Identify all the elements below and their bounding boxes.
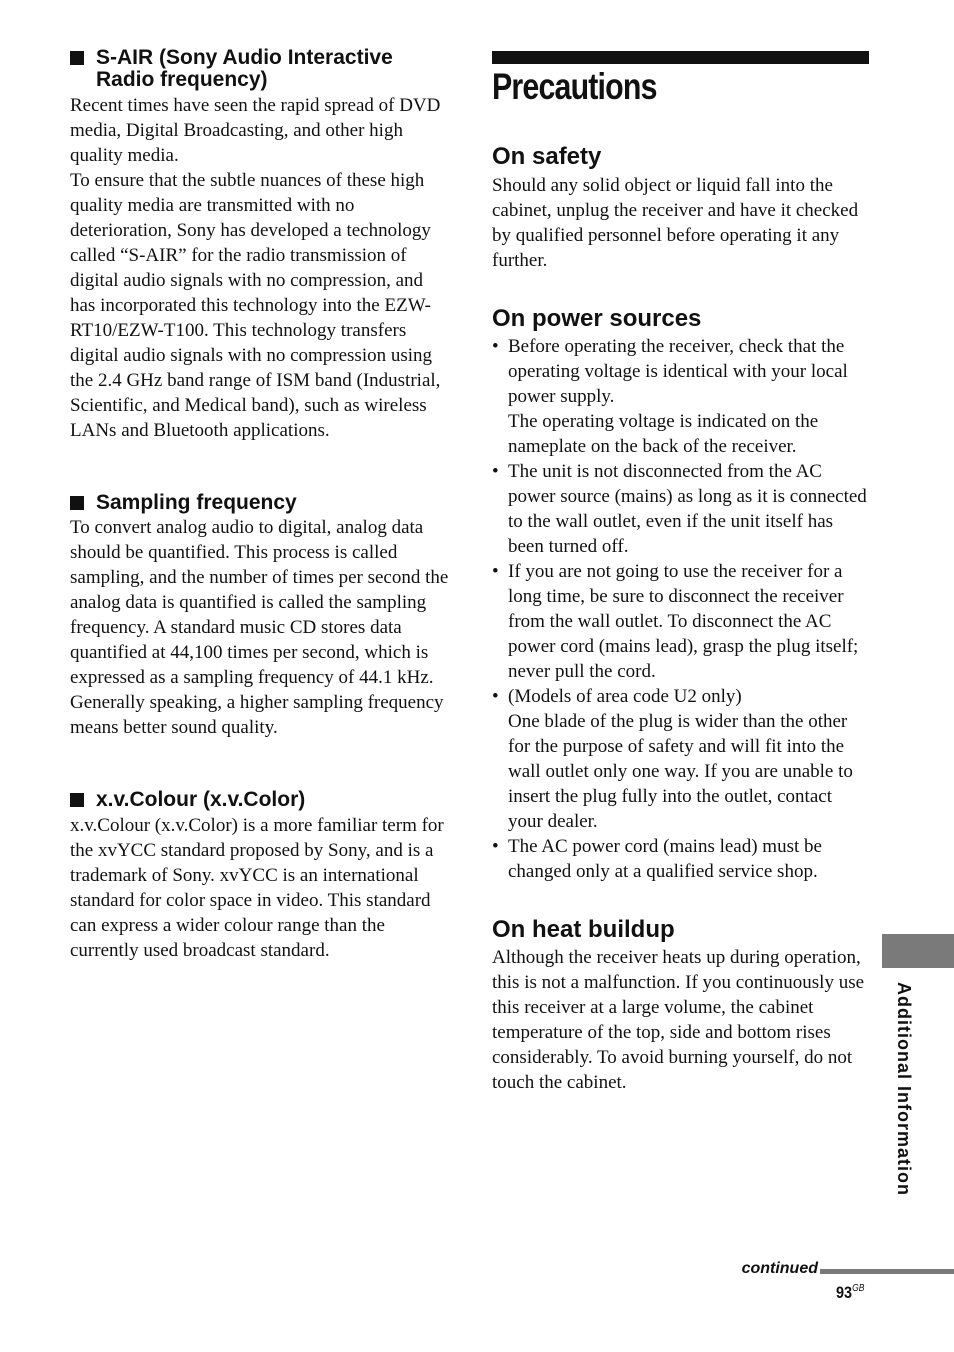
heading-on-power-sources: On power sources: [492, 305, 702, 332]
page-number-value: 93: [836, 1283, 853, 1302]
side-section-label: Additional Information: [894, 982, 914, 1196]
paragraph: Recent times have seen the rapid spread of DVD media, Digital Broadcasting, and other high quality media.: [70, 95, 441, 166]
bullet-dot-icon: •: [492, 836, 499, 857]
black-square-icon: [70, 51, 84, 65]
bullet-dot-icon: •: [492, 686, 499, 707]
list-item: [492, 459, 870, 559]
heading-on-safety: On safety: [492, 143, 602, 170]
bullet-text: The unit is not disconnected from the AC power source (mains) as long as it is connected to the wall outlet, even if the unit itself has been turned off.: [508, 461, 867, 557]
bullet-text: Before operating the receiver, check that the operating voltage is identical with your local power supply.: [508, 336, 848, 407]
xvcolour-paragraph: x.v.Colour (x.v.Color) is a more familiar term for the xvYCC standard proposed by Sony, and is a trademark of Sony. xvYCC is an international standard for color space in video. This standard can express a wider colour range than the currently used broadcast standard.: [70, 815, 444, 961]
page-number-suffix: GB: [852, 1283, 865, 1294]
page-number: [836, 1283, 864, 1303]
heading-text: Sampling frequency: [96, 491, 297, 514]
sampling-paragraph: To convert analog audio to digital, analog data should be quantified. This process is called sampling, and the number of times per second the analog data is quantified is called the sampling frequency. A standard music CD stores data quantified at 44,100 times per second, which is expressed as a sampling frequency of 44.1 kHz. Generally speaking, a higher sampling frequency means better sound quality.: [70, 517, 449, 738]
section-heading-sair: [70, 47, 450, 91]
bullet-text: The operating voltage is indicated on the nameplate on the back of the receiver.: [508, 411, 819, 457]
bullet-dot-icon: •: [492, 561, 499, 582]
list-item: [492, 334, 870, 459]
heading-text: x.v.Colour (x.v.Color): [96, 788, 306, 811]
paragraph: To ensure that the subtle nuances of these high quality media are transmitted with no deterioration, Sony has developed a technology called “S-AIR” for the radio transmission of digital audio signals with no compression, and has incorporated this technology into the EZW-RT10/EZW-T100. This technology transfers digital audio signals with no compression using the 2.4 GHz band range of ISM band (Industrial, Scientific, and Medical band), such as wireless LANs and Bluetooth applications.: [70, 170, 441, 441]
section-tab-marker: [882, 934, 954, 968]
continued-label: continued: [741, 1260, 818, 1277]
power-bullet-list: [492, 334, 870, 884]
bullet-text: The AC power cord (mains lead) must be changed only at a qualified service shop.: [508, 836, 822, 882]
section-heading-sampling: [70, 492, 450, 514]
bullet-dot-icon: •: [492, 336, 499, 357]
black-square-icon: [70, 793, 84, 807]
heading-on-heat-buildup: On heat buildup: [492, 916, 675, 943]
bullet-dot-icon: •: [492, 461, 499, 482]
list-item: [492, 684, 870, 834]
title-rule: [492, 51, 869, 64]
continued-rule: [820, 1269, 954, 1274]
black-square-icon: [70, 496, 84, 510]
bullet-text: (Models of area code U2 only): [508, 686, 742, 707]
safety-paragraph: Should any solid object or liquid fall into the cabinet, unplug the receiver and have it checked by qualified personnel before operating it any further.: [492, 175, 859, 271]
section-heading-xvcolour: [70, 789, 450, 811]
sair-text-block: [70, 93, 450, 443]
bullet-text: One blade of the plug is wider than the other for the purpose of safety and will fit into the wall outlet only one way. If you are unable to insert the plug fully into the outlet, contact your dealer.: [508, 711, 853, 832]
heading-text: S-AIR (Sony Audio Interactive Radio frequency): [96, 46, 393, 91]
bullet-text: If you are not going to use the receiver for a long time, be sure to disconnect the receiver from the wall outlet. To disconnect the AC power cord (mains lead), grasp the plug itself; never pull the cord.: [508, 561, 859, 682]
list-item: [492, 559, 870, 684]
heat-paragraph: Although the receiver heats up during operation, this is not a malfunction. If you continuously use this receiver at a large volume, the cabinet temperature of the top, side and bottom rises considerably. To avoid burning yourself, do not touch the cabinet.: [492, 947, 865, 1093]
page-title: Precautions: [492, 66, 657, 107]
list-item: [492, 834, 870, 884]
